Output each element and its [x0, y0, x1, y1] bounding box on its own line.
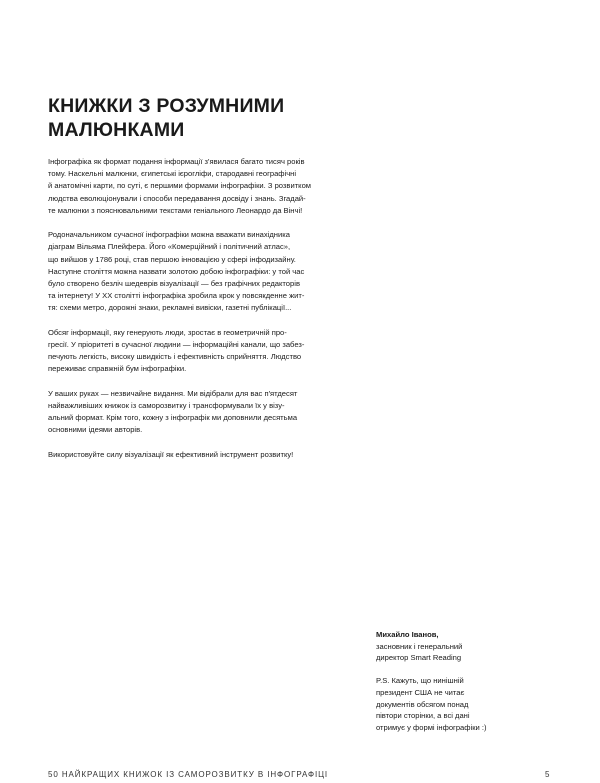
author-name: Михайло Іванов,: [376, 630, 439, 639]
paragraph-line: печують легкість, високу швидкість і ефективність сприйняття. Людство: [48, 352, 302, 362]
paragraph: [48, 156, 348, 217]
paragraph-line: Використовуйте силу візуалізації як ефективний інструмент розвитку!: [48, 449, 294, 459]
paragraph-line: й анатомічні карти, по суті, є першими формами інфографіки. З розвитком: [48, 181, 312, 191]
paragraph-line: переживає справжній бум інфографіки.: [48, 364, 187, 374]
title-line: МАЛЮНКАМИ: [48, 119, 185, 141]
paragraph-line: діаграм Вільяма Плейфера. Його «Комерційний і політичний атлас»,: [48, 242, 291, 252]
ps-line: P.S. Кажуть, що нинішній: [376, 676, 464, 686]
ps-line: отримує у формі інфографіки :): [376, 722, 487, 732]
paragraph: [48, 327, 348, 376]
paragraph-line: Наступне століття можна назвати золотою добою інфографіки: у той час: [48, 266, 305, 276]
ps-line: півтори сторінки, а всі дані: [376, 711, 470, 721]
paragraph-line: що вийшов у 1786 році, став першою інновацією у сфері інфодизайну.: [48, 254, 296, 264]
paragraph-line: альний формат. Крім того, кожну з інфографік ми доповнили десятьма: [48, 413, 298, 423]
author-role-line: засновник і генеральний: [376, 641, 463, 651]
ps-line: документів обсягом понад: [376, 699, 469, 709]
paragraph: [48, 449, 348, 461]
signature-block: [376, 629, 487, 733]
paragraph: [48, 388, 348, 437]
paragraph-line: У ваших руках — незвичайне видання. Ми відібрали для вас п'ятдесят: [48, 388, 298, 398]
paragraph-line: та інтернету! У XX столітті інфографіка зробила крок у повсякденне жит-: [48, 291, 305, 301]
ps-line: президент США не читає: [376, 687, 465, 697]
paragraph-line: було створено безліч шедеврів візуалізації — без графічних редакторів: [48, 279, 300, 289]
title-line: КНИЖКИ З РОЗУМНИМИ: [48, 95, 285, 117]
paragraph-line: найважливіших книжок із саморозвитку і трансформували їх у візу-: [48, 401, 285, 411]
page-number: 5: [545, 770, 550, 779]
paragraph-line: те малюнки з пояснювальними текстами геніального Леонардо да Вінчі!: [48, 205, 303, 215]
paragraph: [48, 229, 348, 314]
paragraph-line: Обсяг інформації, яку генерують люди, зростає в геометричній про-: [48, 327, 287, 337]
running-footer: 50 НАЙКРАЩИХ КНИЖОК ІЗ САМОРОЗВИТКУ В ІНФОГРАФІЦІ: [48, 770, 329, 779]
paragraph-line: гресії. У пріоритеті в сучасної людини — інформаційні канали, що забез-: [48, 340, 305, 350]
page-title: [48, 94, 284, 142]
paragraph-line: тому. Наскельні малюнки, єгипетські ієрогліфи, стародавні географічні: [48, 169, 297, 179]
paragraph-line: основними ідеями авторів.: [48, 425, 143, 435]
body-text: [48, 156, 348, 473]
paragraph-line: Інфографіка як формат подання інформації з'явилася багато тисяч років: [48, 157, 305, 166]
author-role-line: директор Smart Reading: [376, 653, 462, 663]
paragraph-line: тя: схеми метро, дорожні знаки, рекламні вивіски, газетні публікації...: [48, 303, 292, 313]
paragraph-line: людства еволюціонували і способи передавання досвіду і знань. Згадай-: [48, 193, 306, 203]
paragraph-line: Родоначальником сучасної інфографіки можна вважати винахідника: [48, 230, 290, 240]
